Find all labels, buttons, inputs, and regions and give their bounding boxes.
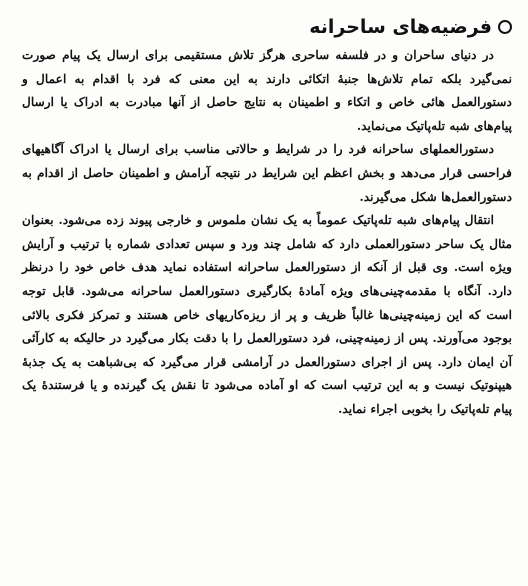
paragraph-3: انتقال پیام‌های شبه تله‌پاتیک عموماً به یک نشان ملموس و خارجی پیوند زده می‌شود. بعنوان مثال یک ساحر دستورالعملی دارد که شامل چند ورد و سپس تعدادی شماره با ترتیب و آرایش ویژه است. وی قبل از آنکه از دستورالعمل ساحرانه استفاده نماید هدف خاص خود را درنظر دارد. آنگاه با مقدمه‌چینی‌های ویژه آمادهٔ بکارگیری دستورالعمل ساحرانه می‌شود. قابل توجه است که این زمینه‌چینی‌ها غالباً ظریف و پر از ریزه‌کاریهای خاص هستند و تمرکز فکری بالائی بوجود می‌آورند. پس از زمینه‌چینی، فرد دستورالعمل را با دقت بکار می‌گیرد در حالیکه به کارآئی آن ایمان دارد. پس از اجرای دستورالعمل در آرامشی قرار می‌گیرد که بی‌شباهت به یک جذبهٔ هیپنوتیک نیست و به این ترتیب است که او آماده می‌شود تا نقش یک گیرنده و یا فرستندهٔ یک پیام تله‌پاتیک را بخوبی اجراء نماید. (22, 213, 512, 416)
paragraph-1: در دنیای ساحران و در فلسفه ساحری هرگز تلاش مستقیمی برای ارسال یک پیام صورت نمی‌گیرد بلکه تمام تلاش‌ها جنبهٔ اتکائی دارند به این معنی که فرد با اقدام به اعمال و دستورالعمل هائی خاص و اتکاء و اطمینان به نتایج حاصل از آنها مبادرت به ادراک یا ارسال پیام‌های شبه تله‌پاتیک می‌نماید. (22, 48, 512, 133)
section-heading (22, 12, 512, 42)
paragraph-2: دستورالعملهای ساحرانه فرد را در شرایط و حالاتی مناسب برای ارسال یا ادراک آگاهیهای فراحسی قرار می‌دهد و بخش اعظم این شرایط در نتیجه آرامش و اطمینان حاصل از اقدام به دستورالعمل‌ها شکل می‌گیرند. (22, 142, 512, 204)
circle-bullet-icon (498, 20, 512, 34)
section-title: فرضیه‌های ساحرانه (309, 16, 492, 38)
